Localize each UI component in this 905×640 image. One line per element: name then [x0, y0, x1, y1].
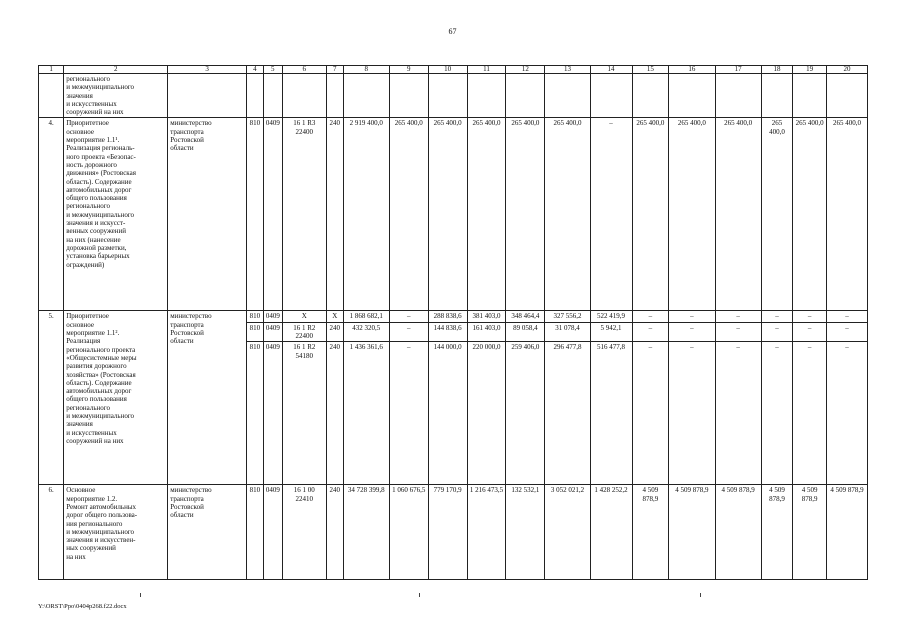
value-cell: 31 078,4: [545, 322, 590, 342]
column-number: 9: [389, 66, 428, 74]
value-cell: –: [632, 342, 669, 485]
value-cell: 810: [247, 485, 264, 580]
value-cell: 296 477,8: [545, 342, 590, 485]
header-row: [39, 66, 868, 74]
value-cell: 4 509 878,9: [761, 485, 793, 580]
table-cell: [326, 74, 343, 118]
value-cell: 1 216 473,5: [467, 485, 506, 580]
table-cell: [39, 74, 64, 118]
table-row: [39, 311, 868, 322]
value-cell: 0409: [263, 322, 282, 342]
table-cell: [428, 74, 467, 118]
value-cell: 0409: [263, 311, 282, 322]
value-cell: 381 403,0: [467, 311, 506, 322]
value-cell: 432 320,5: [343, 322, 389, 342]
value-cell: 2 919 400,0: [343, 118, 389, 311]
table-cell: [761, 74, 793, 118]
value-cell: 265 400,0: [793, 118, 827, 311]
value-cell: 4 509 878,9: [793, 485, 827, 580]
value-cell: 16 1 R3 22400: [282, 118, 326, 311]
value-cell: –: [761, 322, 793, 342]
value-cell: –: [793, 342, 827, 485]
page-edge-mark: [700, 593, 701, 597]
column-number: 14: [590, 66, 632, 74]
value-cell: 265 400,0: [389, 118, 428, 311]
column-number: 19: [793, 66, 827, 74]
value-cell: –: [715, 311, 761, 322]
value-cell: 144 838,6: [428, 322, 467, 342]
value-cell: 89 058,4: [506, 322, 545, 342]
table-cell: [669, 74, 715, 118]
value-cell: 34 728 399,8: [343, 485, 389, 580]
value-cell: X: [326, 311, 343, 322]
value-cell: 516 477,8: [590, 342, 632, 485]
value-cell: 0409: [263, 118, 282, 311]
value-cell: 265 400,0: [715, 118, 761, 311]
table-cell: [793, 74, 827, 118]
page-edge-mark: [419, 593, 420, 597]
value-cell: 265 400,0: [506, 118, 545, 311]
value-cell: 1 428 252,2: [590, 485, 632, 580]
column-number: 3: [168, 66, 247, 74]
column-number: 17: [715, 66, 761, 74]
measure-name: регионального и межмуниципального значения и искусственных сооружений на них: [64, 74, 168, 118]
row-number: 4.: [39, 118, 64, 311]
value-cell: –: [669, 322, 715, 342]
column-number: 16: [669, 66, 715, 74]
column-number: 1: [39, 66, 64, 74]
table-cell: [632, 74, 669, 118]
column-number: 18: [761, 66, 793, 74]
value-cell: –: [389, 322, 428, 342]
column-number: 8: [343, 66, 389, 74]
column-number: 15: [632, 66, 669, 74]
table-row: [39, 118, 868, 311]
value-cell: 240: [326, 118, 343, 311]
footer-file-path: Y:\ORST\Ppo\0404p268.f22.docx: [38, 603, 127, 610]
table-cell: [343, 74, 389, 118]
value-cell: 265 400,0: [467, 118, 506, 311]
value-cell: 1 868 682,1: [343, 311, 389, 322]
table-cell: [168, 74, 247, 118]
value-cell: –: [389, 311, 428, 322]
continued-row: [39, 74, 868, 118]
table-row: [39, 485, 868, 580]
value-cell: 240: [326, 342, 343, 485]
value-cell: 265 400,0: [428, 118, 467, 311]
value-cell: 132 532,1: [506, 485, 545, 580]
table-cell: [263, 74, 282, 118]
table-cell: [506, 74, 545, 118]
value-cell: –: [715, 322, 761, 342]
value-cell: 1 436 361,6: [343, 342, 389, 485]
table-cell: [389, 74, 428, 118]
measure-name: Приоритетное основное мероприятие 1.1¹. Реализация региональ- ного проекта «Безопас- ность дорожного движения» (Ростовская область). Содержание автомобильных дорог общего пользования регионального и межмуниципального значения и искусст- венных сооружений на них (нанесение дорожной разметки, установка барьерных ограждений): [64, 118, 168, 311]
value-cell: –: [669, 311, 715, 322]
value-cell: X: [282, 311, 326, 322]
value-cell: –: [826, 311, 867, 322]
table-cell: [247, 74, 264, 118]
column-number: 6: [282, 66, 326, 74]
value-cell: 240: [326, 485, 343, 580]
column-number: 7: [326, 66, 343, 74]
table-cell: [545, 74, 590, 118]
value-cell: 220 000,0: [467, 342, 506, 485]
measure-name: Основное мероприятие 1.2. Ремонт автомобильных дорог общего пользова- ния регионального и межмуниципального значения и искусствен- ных сооружений на них: [64, 485, 168, 580]
value-cell: 4 509 878,9: [826, 485, 867, 580]
executor: министерство транспорта Ростовской области: [168, 485, 247, 580]
budget-table: [38, 65, 868, 580]
value-cell: 5 942,1: [590, 322, 632, 342]
value-cell: 161 403,0: [467, 322, 506, 342]
column-number: 20: [826, 66, 867, 74]
table-cell: [826, 74, 867, 118]
measure-name: Приоритетное основное мероприятие 1.1². Реализация регионального проекта «Общесистемные меры развития дорожного хозяйства» (Ростовская область). Содержание автомобильных дорог общего пользования регионального и межмуниципального значения и искусственных сооружений на них: [64, 311, 168, 485]
value-cell: 265 400,0: [632, 118, 669, 311]
table-cell: [715, 74, 761, 118]
value-cell: 1 060 676,5: [389, 485, 428, 580]
value-cell: 810: [247, 342, 264, 485]
value-cell: –: [826, 342, 867, 485]
value-cell: 16 1 R2 54180: [282, 342, 326, 485]
value-cell: 327 556,2: [545, 311, 590, 322]
value-cell: 348 464,4: [506, 311, 545, 322]
executor: министерство транспорта Ростовской области: [168, 311, 247, 485]
value-cell: –: [632, 311, 669, 322]
value-cell: –: [669, 342, 715, 485]
value-cell: 265 400,0: [826, 118, 867, 311]
page-number: 67: [448, 27, 457, 36]
value-cell: 810: [247, 311, 264, 322]
column-number: 10: [428, 66, 467, 74]
value-cell: 259 406,0: [506, 342, 545, 485]
column-number: 2: [64, 66, 168, 74]
value-cell: 144 000,0: [428, 342, 467, 485]
value-cell: 810: [247, 118, 264, 311]
value-cell: 288 838,6: [428, 311, 467, 322]
table-cell: [467, 74, 506, 118]
value-cell: –: [793, 322, 827, 342]
value-cell: 779 170,9: [428, 485, 467, 580]
value-cell: 4 509 878,9: [632, 485, 669, 580]
value-cell: –: [761, 311, 793, 322]
value-cell: 265 400,0: [761, 118, 793, 311]
value-cell: –: [715, 342, 761, 485]
value-cell: 4 509 878,9: [669, 485, 715, 580]
value-cell: –: [793, 311, 827, 322]
table-cell: [282, 74, 326, 118]
column-number: 4: [247, 66, 264, 74]
value-cell: –: [761, 342, 793, 485]
value-cell: 4 509 878,9: [715, 485, 761, 580]
column-number: 5: [263, 66, 282, 74]
value-cell: 0409: [263, 342, 282, 485]
row-number: 5.: [39, 311, 64, 485]
executor: министерство транспорта Ростовской области: [168, 118, 247, 311]
value-cell: 240: [326, 322, 343, 342]
value-cell: 3 052 021,2: [545, 485, 590, 580]
page-edge-mark: [140, 593, 141, 597]
value-cell: 0409: [263, 485, 282, 580]
row-number: 6.: [39, 485, 64, 580]
value-cell: –: [590, 118, 632, 311]
value-cell: 16 1 R2 22400: [282, 322, 326, 342]
value-cell: 810: [247, 322, 264, 342]
column-number: 12: [506, 66, 545, 74]
value-cell: 522 419,9: [590, 311, 632, 322]
value-cell: 265 400,0: [545, 118, 590, 311]
value-cell: 265 400,0: [669, 118, 715, 311]
table-cell: [590, 74, 632, 118]
value-cell: –: [389, 342, 428, 485]
column-number: 13: [545, 66, 590, 74]
column-number: 11: [467, 66, 506, 74]
value-cell: –: [826, 322, 867, 342]
value-cell: 16 1 00 22410: [282, 485, 326, 580]
value-cell: –: [632, 322, 669, 342]
